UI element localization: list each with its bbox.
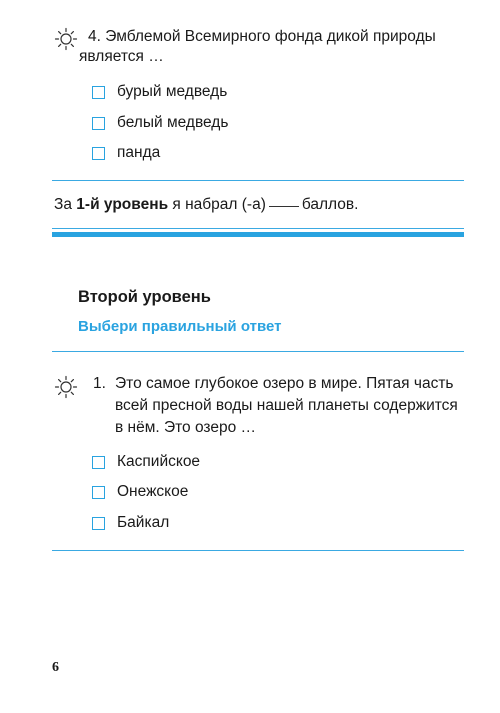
score-prefix: За xyxy=(54,196,77,213)
option-panda[interactable] xyxy=(92,144,160,162)
sun-icon xyxy=(54,375,78,399)
question-4-number: 4. xyxy=(88,28,101,45)
option-label: панда xyxy=(117,144,161,161)
sun-icon xyxy=(54,27,78,51)
question-1-line-2: всей пресной воды нашей планеты содержится xyxy=(115,397,458,414)
option-label: Байкал xyxy=(117,514,170,531)
option-baikal[interactable] xyxy=(92,514,169,532)
checkbox[interactable] xyxy=(92,147,105,160)
option-label: белый медведь xyxy=(117,114,229,131)
option-onega[interactable] xyxy=(92,483,188,501)
option-label: бурый медведь xyxy=(117,83,228,100)
score-blank[interactable] xyxy=(269,206,299,207)
divider xyxy=(52,180,464,181)
checkbox[interactable] xyxy=(92,486,105,499)
score-suffix: баллов. xyxy=(301,196,359,213)
checkbox[interactable] xyxy=(92,117,105,130)
question-4-line-2: является … xyxy=(79,48,164,65)
checkbox[interactable] xyxy=(92,86,105,99)
question-1-line-3: в нём. Это озеро … xyxy=(115,419,257,436)
option-caspian[interactable] xyxy=(92,453,200,471)
score-level: 1-й уровень xyxy=(76,196,169,213)
option-brown-bear[interactable] xyxy=(92,83,227,101)
divider xyxy=(52,351,464,352)
option-label: Каспийское xyxy=(117,453,201,470)
question-4-line-1: Эмблемой Всемирного фонда дикой природы xyxy=(105,28,436,45)
level-title: Второй уровень xyxy=(78,288,211,306)
level-subtitle: Выбери правильный ответ xyxy=(78,318,282,335)
page-number: 6 xyxy=(52,660,59,675)
question-4-text xyxy=(88,26,436,47)
divider xyxy=(52,550,464,551)
checkbox[interactable] xyxy=(92,517,105,530)
score-middle: я набрал (-а) xyxy=(168,196,266,213)
question-1-number: 1. xyxy=(93,375,106,392)
score-line xyxy=(54,196,358,214)
divider xyxy=(52,228,464,229)
question-1-line-1: Это самое глубокое озеро в мире. Пятая часть xyxy=(115,375,454,392)
option-label: Онежское xyxy=(117,483,189,500)
option-polar-bear[interactable] xyxy=(92,114,228,132)
checkbox[interactable] xyxy=(92,456,105,469)
section-divider xyxy=(52,232,464,237)
